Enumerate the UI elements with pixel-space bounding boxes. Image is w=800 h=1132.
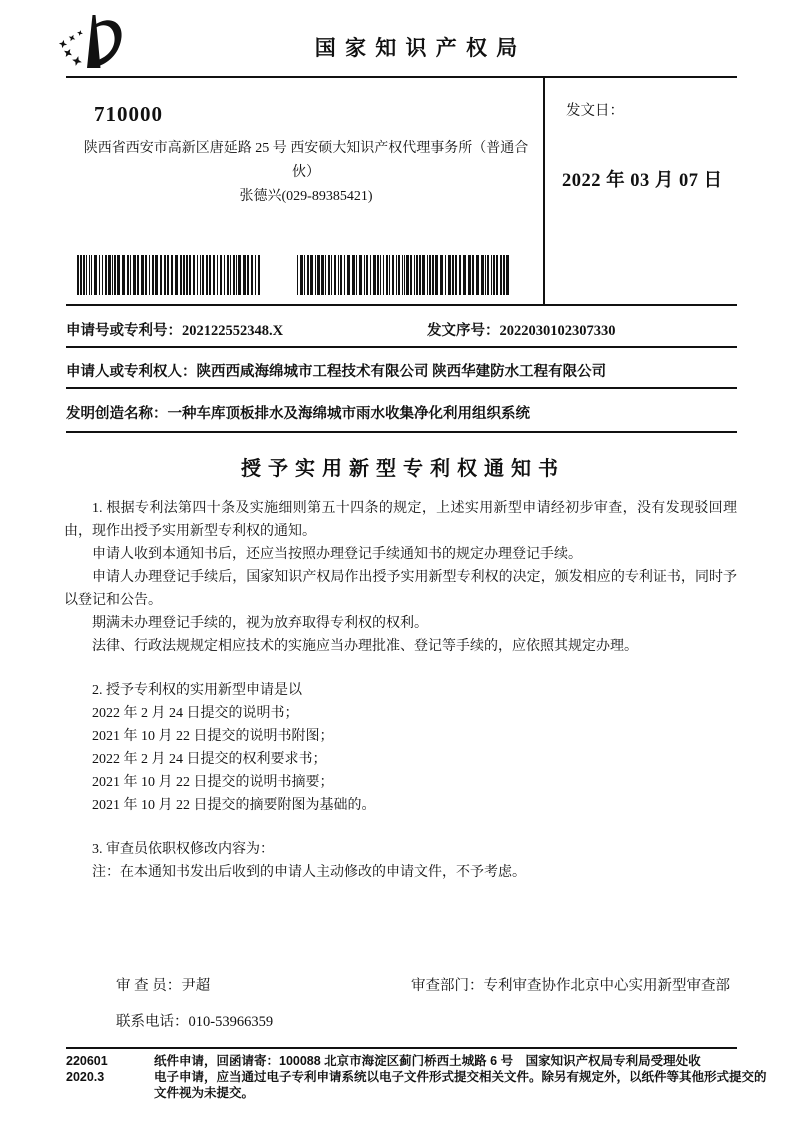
notice-line: 2022 年 2 月 24 日提交的权利要求书； (92, 752, 327, 767)
notice-line: 2021 年 10 月 22 日提交的说明书摘要； (92, 775, 334, 790)
notice-line: 2021 年 10 月 22 日提交的摘要附图为基础的。 (92, 798, 376, 813)
phone-label: 联系电话： (116, 1014, 189, 1030)
barcode-right (297, 255, 513, 295)
notice-line: 3. 审查员依职权修改内容为： (92, 842, 274, 857)
notice-paragraph: 申请人办理登记手续后，国家知识产权局作出授予实用新型专利权的决定，颁发相应的专利证书，同时予以登记和公告。 (64, 570, 737, 608)
notice-line: 注：在本通知书发出后收到的申请人主动修改的申请文件，不予考虑。 (92, 865, 526, 880)
department-label: 审查部门： (411, 978, 484, 994)
examiner-name: 尹超 (181, 978, 211, 994)
examiner-block (66, 977, 737, 1031)
notice-line: 2022 年 2 月 24 日提交的说明书； (92, 706, 299, 721)
notice-section-3 (64, 838, 737, 884)
applicant-value: 陕西西咸海绵城市工程技术有限公司 陕西华建防水工程有限公司 (196, 364, 607, 380)
row-rule-2 (66, 387, 737, 389)
form-id-column (66, 1053, 154, 1101)
notice-line: 2. 授予专利权的实用新型申请是以 (92, 683, 302, 698)
notice-line: 2021 年 10 月 22 日提交的说明书附图； (92, 729, 334, 744)
form-date: 2020.3 (66, 1070, 105, 1084)
dispatch-date: 2022 年 03 月 07 日 (562, 171, 723, 191)
footer-note-line: 纸件申请，回函请寄：100088 北京市海淀区蓟门桥西土城路 6 号 国家知识产权局专利局受理处收 (154, 1054, 701, 1068)
invention-title-value: 一种车库顶板排水及海绵城市雨水收集净化利用组织系统 (167, 406, 530, 422)
header-rule (66, 76, 737, 78)
notice-section-1 (64, 497, 737, 658)
application-number-label: 申请号或专利号： (66, 323, 182, 339)
recipient-address: 陕西省西安市高新区唐延路 25 号 西安硕大知识产权代理事务所（普通合伙） (83, 141, 529, 180)
agent-contact: 张德兴(029-89385421) (239, 189, 373, 204)
barcode-left (77, 255, 263, 295)
row-rule-3 (66, 431, 737, 433)
department-name: 专利审查协作北京中心实用新型审查部 (483, 978, 730, 994)
dispatch-number-label: 发文序号： (427, 323, 500, 339)
application-number-value: 202122552348.X (182, 323, 284, 339)
notice-paragraph: 法律、行政法规规定相应技术的实施应当办理批准、登记等手续的，应依照其规定办理。 (92, 639, 638, 654)
notice-paragraph: 期满未办理登记手续的，视为放弃取得专利权的权利。 (92, 616, 428, 631)
row-rule-1 (66, 346, 737, 348)
postal-code: 710000 (94, 102, 163, 126)
dispatch-number-value: 2022030102307330 (499, 323, 616, 339)
notice-body (64, 497, 737, 884)
applicant-label: 申请人或专利权人： (66, 364, 197, 380)
masthead-divider (543, 77, 545, 305)
notice-section-2 (64, 679, 737, 817)
footer-notes (154, 1053, 767, 1101)
masthead-bottom-rule (66, 304, 737, 306)
phone-number: 010-53966359 (188, 1014, 274, 1030)
invention-title-row (66, 402, 737, 423)
recipient-address-block (76, 137, 536, 209)
invention-title-label: 发明创造名称： (66, 406, 168, 422)
applicant-row (66, 360, 737, 381)
examiner-label: 审 查 员： (116, 978, 182, 994)
form-number: 220601 (66, 1054, 108, 1068)
application-number-row (66, 319, 737, 340)
notice-paragraph: 1. 根据专利法第四十条及实施细则第五十四条的规定，上述实用新型申请经初步审查，没有发现驳回理由，现作出授予实用新型专利权的通知。 (64, 501, 737, 539)
notice-title: 授 予 实 用 新 型 专 利 权 通 知 书 (241, 458, 559, 480)
footer-rule (66, 1047, 737, 1049)
dispatch-date-label: 发文日： (566, 103, 624, 119)
org-title: 国 家 知 识 产 权 局 (314, 36, 520, 60)
notice-paragraph: 申请人收到本通知书后，还应当按照办理登记手续通知书的规定办理登记手续。 (92, 547, 582, 562)
footer-note-line: 文件视为未提交。 (154, 1086, 255, 1100)
footer-note-line: 电子申请，应当通过电子专利申请系统以电子文件形式提交相关文件。除另有规定外，以纸件等其他形式提交的 (154, 1070, 767, 1084)
footer (66, 1053, 767, 1101)
